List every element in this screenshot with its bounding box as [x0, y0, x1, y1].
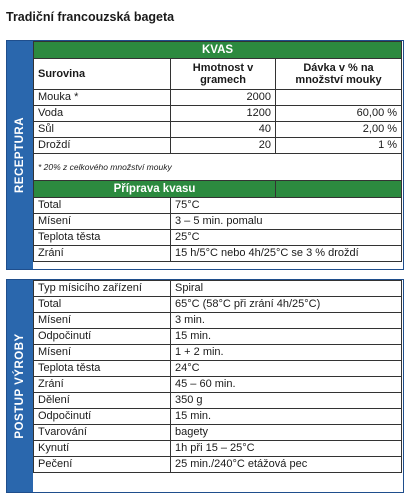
step-value: 25 min./240°C etážová pec — [171, 457, 402, 473]
table-row — [34, 409, 402, 425]
table-row — [34, 441, 402, 457]
step-value: 24°C — [171, 361, 402, 377]
step-label: Mísení — [34, 214, 171, 230]
step-label: Dělení — [34, 393, 171, 409]
step-label: Teplota těsta — [34, 230, 171, 246]
table-row — [34, 214, 402, 230]
step-value: 15 h/5°C nebo 4h/25°C se 3 % droždí — [171, 246, 402, 262]
ingredient-pct: 2,00 % — [276, 122, 402, 138]
step-label: Total — [34, 297, 171, 313]
header-surovina: Surovina — [34, 59, 171, 90]
kvas-header-row — [34, 59, 402, 90]
table-row — [34, 393, 402, 409]
ingredient-pct: 1 % — [276, 138, 402, 154]
step-label: Pečení — [34, 457, 171, 473]
receptura-table — [33, 41, 402, 262]
step-value: bagety — [171, 425, 402, 441]
ingredient-weight: 2000 — [171, 90, 276, 106]
step-value: 350 g — [171, 393, 402, 409]
page-title: Tradiční francouzská bageta — [6, 10, 175, 24]
step-label: Odpočinutí — [34, 329, 171, 345]
kvas-band: KVAS — [34, 42, 402, 59]
table-row — [34, 90, 402, 106]
header-davka: Dávka v % na množství mouky — [276, 59, 402, 90]
postup-table — [33, 280, 402, 473]
ingredient-weight: 1200 — [171, 106, 276, 122]
table-row — [34, 361, 402, 377]
postup-side-label: POSTUP VÝROBY — [7, 280, 33, 492]
table-row — [34, 329, 402, 345]
step-value: 1h při 15 – 25°C — [171, 441, 402, 457]
table-row — [34, 297, 402, 313]
step-label: Teplota těsta — [34, 361, 171, 377]
ingredient-name: Droždí — [34, 138, 171, 154]
table-row — [34, 425, 402, 441]
step-value: 15 min. — [171, 409, 402, 425]
step-value: 45 – 60 min. — [171, 377, 402, 393]
ingredient-name: Voda — [34, 106, 171, 122]
table-row — [34, 138, 402, 154]
step-label: Zrání — [34, 377, 171, 393]
step-value: 3 min. — [171, 313, 402, 329]
step-value: Spiral — [171, 281, 402, 297]
table-row — [34, 377, 402, 393]
step-value: 15 min. — [171, 329, 402, 345]
step-label: Kynutí — [34, 441, 171, 457]
step-label: Odpočinutí — [34, 409, 171, 425]
header-hmotnost: Hmotnost v gramech — [171, 59, 276, 90]
footnote: * 20% z celkového množství mouky — [34, 154, 402, 181]
ingredient-pct: 60,00 % — [276, 106, 402, 122]
step-label: Mísení — [34, 313, 171, 329]
ingredient-name: Mouka * — [34, 90, 171, 106]
ingredient-weight: 40 — [171, 122, 276, 138]
step-value: 3 – 5 min. pomalu — [171, 214, 402, 230]
table-row — [34, 313, 402, 329]
step-label: Total — [34, 198, 171, 214]
step-label: Zrání — [34, 246, 171, 262]
table-row — [34, 106, 402, 122]
table-row — [34, 198, 402, 214]
step-value: 25°C — [171, 230, 402, 246]
step-label: Tvarování — [34, 425, 171, 441]
table-row — [34, 281, 402, 297]
ingredient-weight: 20 — [171, 138, 276, 154]
step-label: Mísení — [34, 345, 171, 361]
table-row — [34, 345, 402, 361]
table-row — [34, 230, 402, 246]
receptura-block — [6, 40, 404, 270]
table-row — [34, 246, 402, 262]
priprava-band: Příprava kvasu — [34, 181, 276, 198]
step-value: 75°C — [171, 198, 402, 214]
ingredient-name: Sůl — [34, 122, 171, 138]
receptura-side-label: RECEPTURA — [7, 41, 33, 269]
step-value: 65°C (58°C při zrání 4h/25°C) — [171, 297, 402, 313]
table-row — [34, 122, 402, 138]
ingredient-pct — [276, 90, 402, 106]
step-label: Typ mísicího zařízení — [34, 281, 171, 297]
table-row — [34, 457, 402, 473]
postup-block — [6, 279, 404, 493]
step-value: 1 + 2 min. — [171, 345, 402, 361]
